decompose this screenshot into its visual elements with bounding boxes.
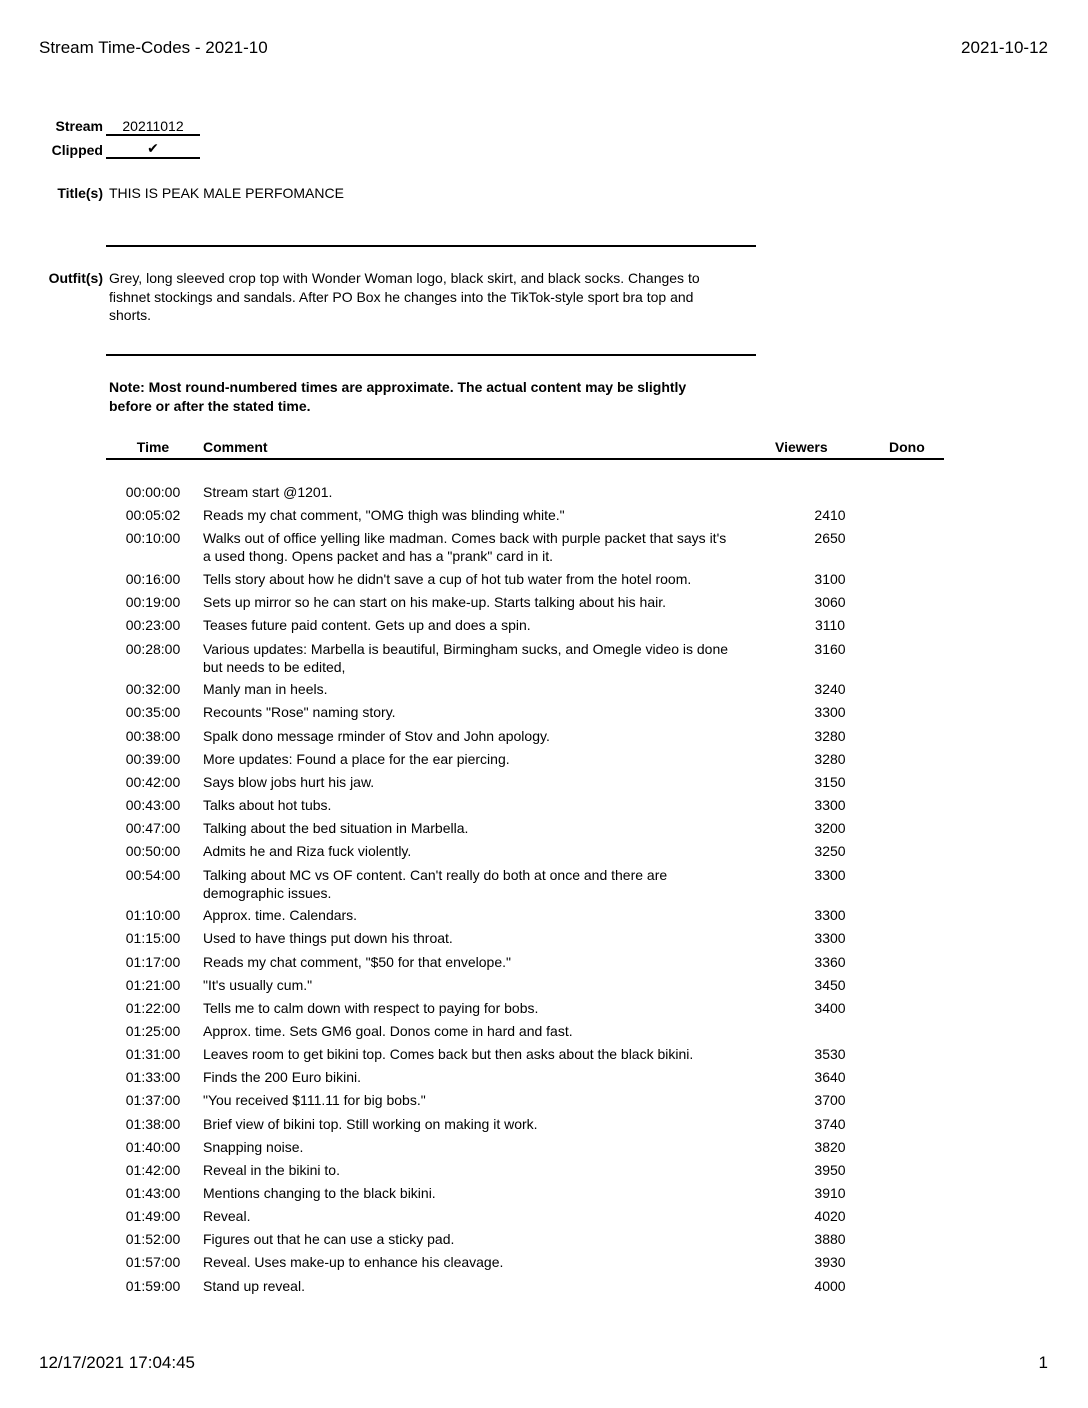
cell-viewers: 3160: [814, 641, 846, 657]
cell-comment: [203, 1161, 763, 1179]
cell-comment: [203, 529, 763, 565]
cell-comment-line: Reads my chat comment, "$50 for that envelope.": [203, 954, 511, 970]
cell-comment: [203, 866, 763, 902]
cell-comment-line: Admits he and Riza fuck violently.: [203, 843, 412, 859]
cell-time: 00:23:00: [125, 617, 181, 633]
cell-comment-line: Talking about MC vs OF content. Can't really do both at once and there are: [203, 867, 668, 883]
outfits-line: Grey, long sleeved crop top with Wonder Woman logo, black skirt, and black socks. Changes to: [109, 270, 700, 286]
cell-comment: [203, 1068, 763, 1086]
cell-viewers: 3200: [814, 820, 846, 836]
cell-time: 00:10:00: [125, 530, 181, 546]
cell-viewers: 3250: [814, 843, 846, 859]
cell-time: 01:22:00: [125, 1000, 181, 1016]
cell-viewers: 3300: [814, 930, 846, 946]
cell-comment: [203, 1022, 763, 1040]
titles-label: Title(s): [57, 185, 103, 201]
cell-time: 01:21:00: [125, 977, 181, 993]
cell-viewers: 3360: [814, 954, 846, 970]
cell-viewers: 3880: [814, 1231, 846, 1247]
cell-time: 00:32:00: [125, 681, 181, 697]
cell-comment-line: Says blow jobs hurt his jaw.: [203, 774, 375, 790]
cell-viewers: 3740: [814, 1116, 846, 1132]
cell-time: 01:52:00: [125, 1231, 181, 1247]
stream-value: 20211012: [106, 118, 200, 136]
table-header-rule: [106, 458, 944, 460]
cell-comment-line: Reveal in the bikini to.: [203, 1162, 340, 1178]
cell-viewers: 3910: [814, 1185, 846, 1201]
cell-comment: [203, 1207, 763, 1225]
outfits-divider: [106, 354, 756, 356]
outfits-text: [109, 269, 749, 325]
cell-viewers: 3640: [814, 1069, 846, 1085]
cell-comment-line: Talks about hot tubs.: [203, 797, 332, 813]
cell-comment: [203, 1045, 763, 1063]
cell-time: 00:35:00: [125, 704, 181, 720]
cell-viewers: 3930: [814, 1254, 846, 1270]
cell-time: 00:43:00: [125, 797, 181, 813]
cell-time: 00:54:00: [125, 867, 181, 883]
column-header-comment: Comment: [203, 439, 268, 455]
cell-viewers: 3530: [814, 1046, 846, 1062]
cell-comment: [203, 819, 763, 837]
cell-time: 01:49:00: [125, 1208, 181, 1224]
cell-time: 00:42:00: [125, 774, 181, 790]
cell-comment-line: Figures out that he can use a sticky pad.: [203, 1231, 455, 1247]
cell-comment: [203, 1253, 763, 1271]
column-header-time: Time: [136, 439, 170, 455]
column-header-viewers: Viewers: [775, 439, 828, 455]
cell-time: 01:31:00: [125, 1046, 181, 1062]
cell-viewers: 3300: [814, 907, 846, 923]
cell-comment-line: Sets up mirror so he can start on his make-up. Starts talking about his hair.: [203, 594, 666, 610]
cell-viewers: 2410: [814, 507, 846, 523]
cell-viewers: 3280: [814, 728, 846, 744]
cell-time: 01:40:00: [125, 1139, 181, 1155]
cell-viewers: 3300: [814, 867, 846, 883]
cell-comment: [203, 703, 763, 721]
page-title: Stream Time-Codes - 2021-10: [39, 38, 268, 57]
cell-comment-line: Walks out of office yelling like madman. Comes back with purple packet that says it's: [203, 530, 727, 546]
cell-viewers: 3100: [814, 571, 846, 587]
cell-viewers: 4000: [814, 1278, 846, 1294]
cell-time: 01:37:00: [125, 1092, 181, 1108]
cell-comment: [203, 640, 763, 676]
cell-comment: [203, 1138, 763, 1156]
cell-viewers: 3060: [814, 594, 846, 610]
cell-comment: [203, 1091, 763, 1109]
cell-viewers: 3240: [814, 681, 846, 697]
cell-comment-line: Reveal. Uses make-up to enhance his cleavage.: [203, 1254, 504, 1270]
cell-comment: [203, 506, 763, 524]
cell-comment-line: Mentions changing to the black bikini.: [203, 1185, 436, 1201]
column-header-dono: Dono: [889, 439, 925, 455]
cell-comment: [203, 796, 763, 814]
cell-comment-line: "It's usually cum.": [203, 977, 313, 993]
cell-time: 00:00:00: [125, 484, 181, 500]
cell-comment-line: demographic issues.: [203, 885, 332, 901]
note-line: Note: Most round-numbered times are approximate. The actual content may be slightly: [109, 379, 687, 395]
titles-text: THIS IS PEAK MALE PERFOMANCE: [109, 185, 344, 201]
cell-comment-line: Stand up reveal.: [203, 1278, 305, 1294]
cell-time: 00:28:00: [125, 641, 181, 657]
cell-viewers: 4020: [814, 1208, 846, 1224]
cell-comment: [203, 999, 763, 1017]
cell-comment-line: Snapping noise.: [203, 1139, 304, 1155]
note: [109, 378, 729, 416]
cell-comment-line: Used to have things put down his throat.: [203, 930, 453, 946]
cell-comment-line: Talking about the bed situation in Marbella.: [203, 820, 469, 836]
cell-comment: [203, 976, 763, 994]
cell-comment-line: Reveal.: [203, 1208, 251, 1224]
cell-comment-line: Finds the 200 Euro bikini.: [203, 1069, 361, 1085]
cell-viewers: 3110: [814, 617, 846, 633]
cell-time: 01:10:00: [125, 907, 181, 923]
cell-time: 00:38:00: [125, 728, 181, 744]
cell-comment-line: Tells me to calm down with respect to paying for bobs.: [203, 1000, 539, 1016]
cell-comment: [203, 1230, 763, 1248]
cell-viewers: 3300: [814, 797, 846, 813]
cell-viewers: 2650: [814, 530, 846, 546]
cell-time: 01:57:00: [125, 1254, 181, 1270]
cell-comment-line: Spalk dono message rminder of Stov and John apology.: [203, 728, 550, 744]
cell-comment-line: a used thong. Opens packet and has a "prank" card in it.: [203, 548, 554, 564]
clipped-checkmark-icon: ✔: [106, 140, 200, 159]
cell-comment: [203, 1184, 763, 1202]
cell-time: 01:33:00: [125, 1069, 181, 1085]
cell-comment: [203, 593, 763, 611]
cell-comment-line: Brief view of bikini top. Still working on making it work.: [203, 1116, 538, 1132]
stream-label: Stream: [55, 118, 103, 134]
cell-comment: [203, 1277, 763, 1295]
cell-comment-line: Stream start @1201.: [203, 484, 333, 500]
cell-viewers: 3450: [814, 977, 846, 993]
cell-comment: [203, 570, 763, 588]
cell-viewers: 3820: [814, 1139, 846, 1155]
cell-comment: [203, 483, 763, 501]
cell-comment-line: Approx. time. Sets GM6 goal. Donos come in hard and fast.: [203, 1023, 573, 1039]
outfits-line: shorts.: [109, 307, 152, 323]
cell-time: 01:59:00: [125, 1278, 181, 1294]
clipped-label: Clipped: [51, 142, 103, 158]
cell-comment-line: but needs to be edited,: [203, 659, 346, 675]
cell-viewers: 3280: [814, 751, 846, 767]
cell-time: 01:25:00: [125, 1023, 181, 1039]
cell-time: 00:39:00: [125, 751, 181, 767]
header-date: 2021-10-12: [961, 38, 1048, 57]
cell-time: 00:16:00: [125, 571, 181, 587]
cell-time: 01:43:00: [125, 1185, 181, 1201]
cell-comment-line: Leaves room to get bikini top. Comes back but then asks about the black bikini.: [203, 1046, 694, 1062]
cell-comment: [203, 616, 763, 634]
cell-time: 00:19:00: [125, 594, 181, 610]
outfits-label: Outfit(s): [48, 270, 103, 286]
cell-comment-line: "You received $111.11 for big bobs.": [203, 1092, 426, 1108]
outfits-line: fishnet stockings and sandals. After PO Box he changes into the TikTok-style sport bra top and: [109, 288, 694, 305]
cell-comment: [203, 727, 763, 745]
cell-time: 01:15:00: [125, 930, 181, 946]
cell-viewers: 3400: [814, 1000, 846, 1016]
cell-time: 01:38:00: [125, 1116, 181, 1132]
cell-viewers: 3300: [814, 704, 846, 720]
cell-time: 00:47:00: [125, 820, 181, 836]
cell-viewers: 3950: [814, 1162, 846, 1178]
cell-comment-line: Approx. time. Calendars.: [203, 907, 358, 923]
cell-comment: [203, 680, 763, 698]
page-number: 1: [1038, 1353, 1048, 1372]
cell-comment: [203, 953, 763, 971]
cell-comment-line: More updates: Found a place for the ear piercing.: [203, 751, 510, 767]
cell-time: 00:05:02: [125, 507, 181, 523]
cell-comment-line: Teases future paid content. Gets up and does a spin.: [203, 617, 531, 633]
titles-divider: [106, 245, 756, 247]
cell-viewers: 3150: [814, 774, 846, 790]
cell-time: 01:17:00: [125, 954, 181, 970]
cell-comment: [203, 1115, 763, 1133]
cell-time: 00:50:00: [125, 843, 181, 859]
cell-comment: [203, 929, 763, 947]
cell-time: 01:42:00: [125, 1162, 181, 1178]
cell-comment: [203, 750, 763, 768]
cell-comment-line: Manly man in heels.: [203, 681, 328, 697]
note-line: before or after the stated time.: [109, 398, 311, 414]
cell-comment-line: Reads my chat comment, "OMG thigh was blinding white.": [203, 507, 565, 523]
cell-comment: [203, 842, 763, 860]
cell-comment-line: Various updates: Marbella is beautiful, Birmingham sucks, and Omegle video is done: [203, 641, 729, 657]
cell-comment: [203, 906, 763, 924]
cell-comment: [203, 773, 763, 791]
cell-comment-line: Tells story about how he didn't save a cup of hot tub water from the hotel room.: [203, 571, 692, 587]
cell-viewers: 3700: [814, 1092, 846, 1108]
footer-timestamp: 12/17/2021 17:04:45: [39, 1353, 195, 1372]
cell-comment-line: Recounts "Rose" naming story.: [203, 704, 396, 720]
